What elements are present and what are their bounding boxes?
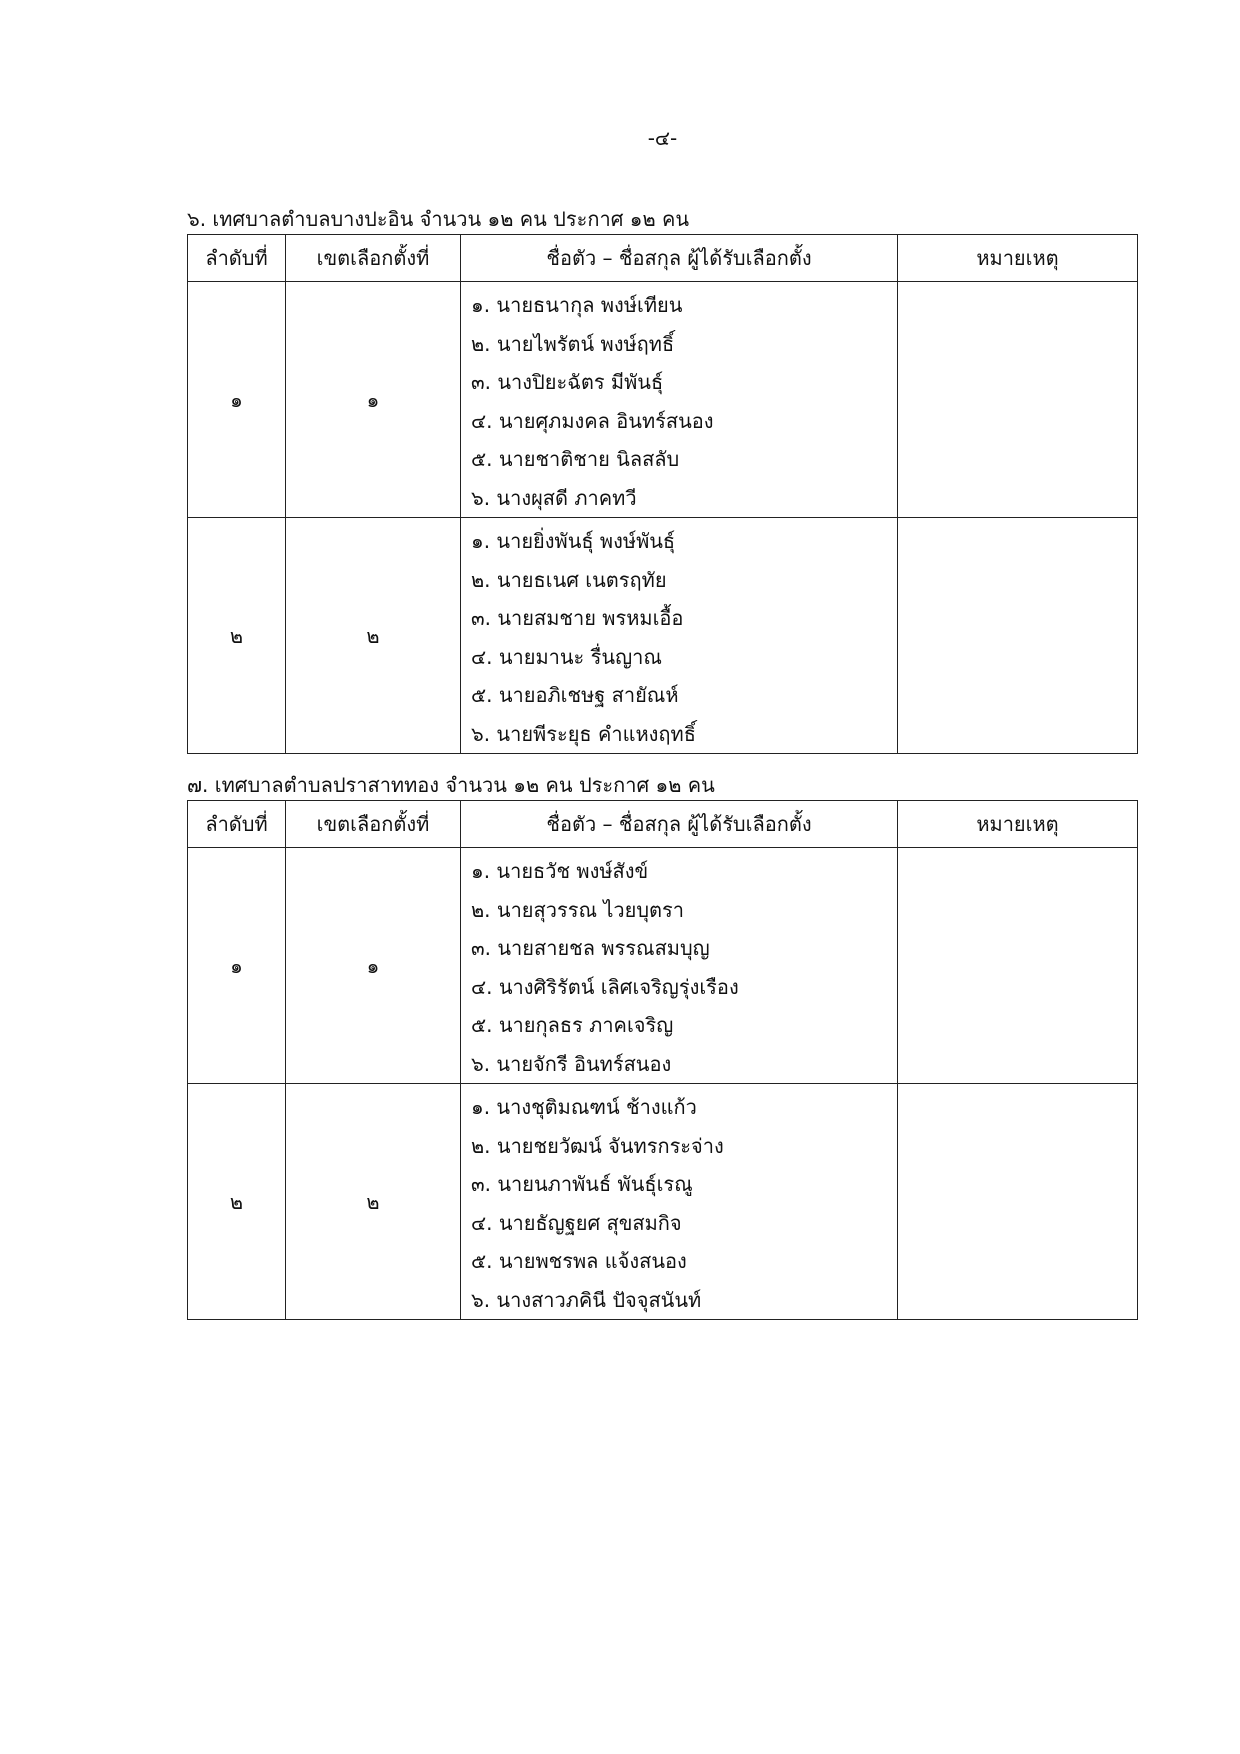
member-name: ๓. นายสายชล พรรณสมบุญ [471,936,710,960]
member-name: ๑. นายยิ่งพันธุ์ พงษ์พันธุ์ [471,529,676,553]
member-name: ๔. นายศุภมงคล อินทร์สนอง [471,408,714,433]
header-names: ชื่อตัว – ชื่อสกุล ผู้ได้รับเลือกตั้ง [461,235,898,282]
page-number: -๔- [647,126,678,150]
remarks-cell [898,848,1138,1084]
table-row [188,282,1138,518]
header-names: ชื่อตัว – ชื่อสกุล ผู้ได้รับเลือกตั้ง [461,801,898,848]
order-cell: ๒ [188,1084,286,1320]
section-title: ๖. เทศบาลตำบลบางปะอิน จำนวน ๑๒ คน ประกาศ ๑๒ คน [187,207,690,231]
table-row [188,1084,1138,1320]
member-name: ๖. นายพีระยุธ คำแหงฤทธิ์ [471,721,696,746]
member-name: ๓. นายนภาพันธ์ พันธุ์เรณู [471,1172,693,1196]
section-6 [187,204,1137,754]
district-cell: ๒ [286,518,461,754]
names-cell [461,848,898,1084]
header-remarks: หมายเหตุ [898,235,1138,282]
district-cell: ๒ [286,1084,461,1320]
member-name: ๕. นายพชรพล แจ้งสนอง [471,1249,687,1273]
section-7 [187,770,1137,1320]
member-name: ๔. นายมานะ รื่นญาณ [471,644,662,669]
member-name: ๑. นายธวัช พงษ์สังข์ [471,859,649,883]
header-district: เขตเลือกตั้งที่ [286,801,461,848]
member-name: ๖. นางผุสดี ภาคทวี [471,485,637,510]
member-name: ๑. นายธนากุล พงษ์เทียน [471,293,683,317]
member-name: ๒. นายไพรัตน์ พงษ์ฤทธิ์ [471,331,675,356]
table-header-row [188,801,1138,848]
header-remarks: หมายเหตุ [898,801,1138,848]
order-cell: ๑ [188,282,286,518]
elected-members-table [187,800,1138,1320]
member-name: ๖. นายจักรี อินทร์สนอง [471,1051,672,1076]
table-header-row [188,235,1138,282]
member-name: ๕. นายอภิเชษฐ สายัณห์ [471,683,679,707]
table-row [188,518,1138,754]
member-name: ๓. นางปิยะฉัตร มีพันธุ์ [471,370,664,394]
names-cell [461,282,898,518]
member-name: ๑. นางชุติมณฑน์ ช้างแก้ว [471,1095,697,1119]
header-order: ลำดับที่ [188,235,286,282]
section-title: ๗. เทศบาลตำบลปราสาททอง จำนวน ๑๒ คน ประกาศ ๑๒ คน [187,773,715,797]
order-cell: ๑ [188,848,286,1084]
elected-members-table [187,234,1138,754]
district-cell: ๑ [286,282,461,518]
table-row [188,848,1138,1084]
member-name: ๒. นายสุวรรณ ไวยบุตรา [471,897,685,922]
names-cell [461,518,898,754]
district-cell: ๑ [286,848,461,1084]
member-name: ๒. นายธเนศ เนตรฤทัย [471,567,667,592]
member-name: ๔. นายธัญฐยศ สุขสมกิจ [471,1210,682,1235]
header-order: ลำดับที่ [188,801,286,848]
member-name: ๕. นายชาติชาย นิลสลับ [471,447,680,471]
member-name: ๕. นายกุลธร ภาคเจริญ [471,1013,674,1037]
remarks-cell [898,282,1138,518]
names-cell [461,1084,898,1320]
remarks-cell [898,1084,1138,1320]
member-name: ๒. นายชยวัฒน์ จันทรกระจ่าง [471,1133,724,1158]
member-name: ๔. นางศิริรัตน์ เลิศเจริญรุ่งเรือง [471,974,739,999]
order-cell: ๒ [188,518,286,754]
remarks-cell [898,518,1138,754]
member-name: ๖. นางสาวภคินี ปัจจุสนันท์ [471,1287,702,1312]
header-district: เขตเลือกตั้งที่ [286,235,461,282]
member-name: ๓. นายสมชาย พรหมเอื้อ [471,606,684,630]
